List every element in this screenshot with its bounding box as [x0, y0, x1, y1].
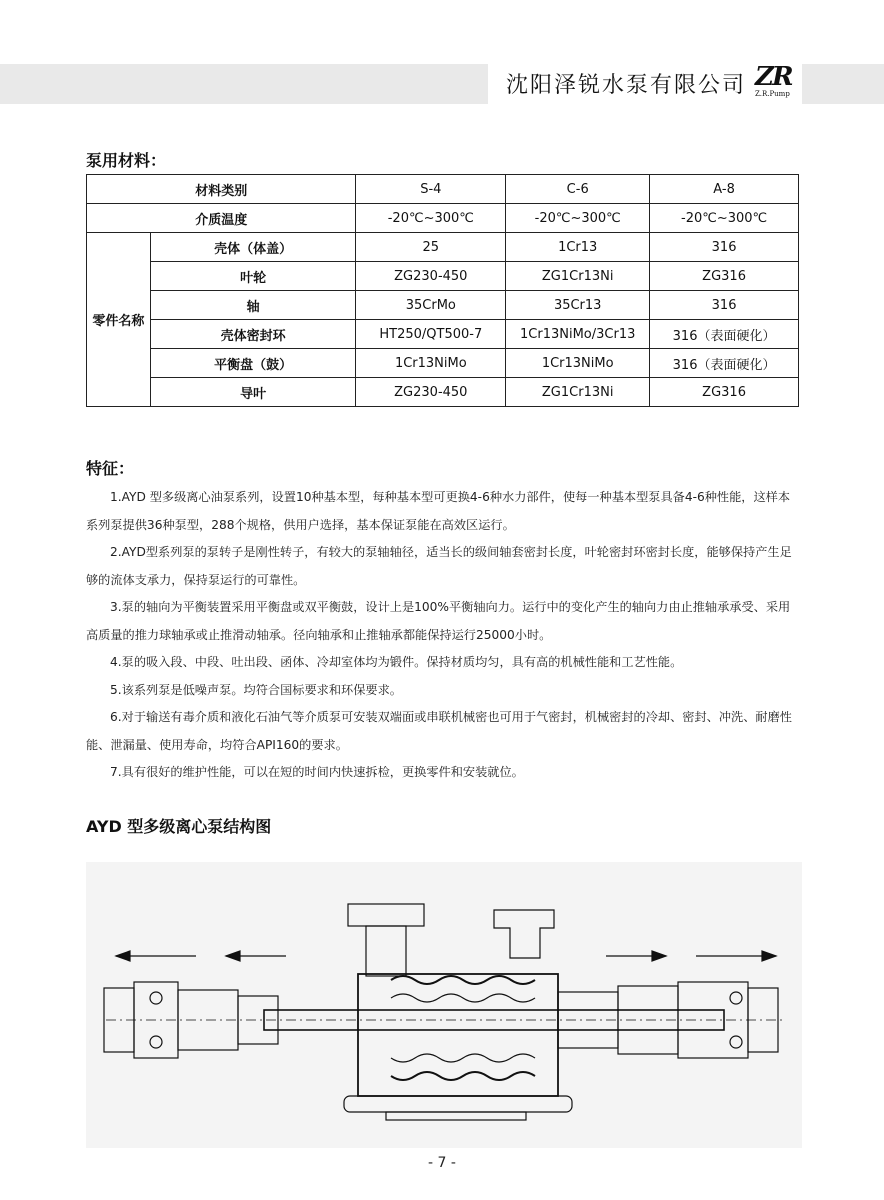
table-cell: A-8 [650, 175, 799, 204]
table-cell: 316 [650, 233, 799, 262]
table-cell: ZG1Cr13Ni [506, 262, 650, 291]
table-cell: 35Cr13 [506, 291, 650, 320]
table-row [87, 262, 799, 291]
feature-item: 6.对于输送有毒介质和液化石油气等介质泵可安装双端面或串联机械密也可用于气密封，机械密封的冷却、密封、冲洗、耐磨性能、泄漏量、使用寿命，均符合API160的要求。 [86, 710, 792, 752]
table-cell: 316 [650, 291, 799, 320]
table-cell: 叶轮 [150, 262, 356, 291]
diagram-title: AYD 型多级离心泵结构图 [86, 817, 272, 836]
materials-table [86, 174, 799, 407]
table-cell: -20℃~300℃ [356, 204, 506, 233]
table-cell: 壳体（体盖） [150, 233, 356, 262]
table-cell: 1Cr13NiMo [506, 349, 650, 378]
table-cell: 介质温度 [87, 204, 356, 233]
feature-item: 1.AYD 型多级离心油泵系列，设置10种基本型，每种基本型可更换4-6种水力部件，使每一种基本型泵具备4-6种性能，这样本系列泵提供36种泵型，288个规格，供用户选择，基本保证泵能在高效区运行。 [86, 490, 791, 532]
feature-item: 7.具有很好的维护性能，可以在短的时间内快速拆检，更换零件和安装就位。 [110, 765, 524, 779]
table-cell: ZG230-450 [356, 378, 506, 407]
table-group-label: 零件名称 [87, 233, 151, 407]
company-logo [755, 64, 799, 104]
table-cell: -20℃~300℃ [650, 204, 799, 233]
features-title: 特征： [86, 459, 135, 478]
pump-structure-diagram [86, 862, 802, 1148]
table-cell: 材料类别 [87, 175, 356, 204]
table-cell: 轴 [150, 291, 356, 320]
page-number: - 7 - [428, 1155, 456, 1171]
table-cell: 平衡盘（鼓） [150, 349, 356, 378]
table-cell: S-4 [356, 175, 506, 204]
table-cell: HT250/QT500-7 [356, 320, 506, 349]
table-cell: 1Cr13NiMo/3Cr13 [506, 320, 650, 349]
table-row [87, 349, 799, 378]
table-cell: 316（表面硬化） [650, 349, 799, 378]
feature-item: 2.AYD型系列泵的泵转子是刚性转子，有较大的泵轴轴径，适当长的级间轴套密封长度，叶轮密封环密封长度，能够保持产生足够的流体支承力，保持泵运行的可靠性。 [86, 545, 792, 587]
table-cell: -20℃~300℃ [506, 204, 650, 233]
table-cell: ZG316 [650, 378, 799, 407]
materials-title: 泵用材料： [86, 151, 167, 170]
table-cell: ZG316 [650, 262, 799, 291]
table-row [87, 175, 799, 204]
table-cell: C-6 [506, 175, 650, 204]
table-cell: 1Cr13 [506, 233, 650, 262]
table-cell: 316（表面硬化） [650, 320, 799, 349]
logo-mark: ZR [755, 62, 792, 92]
table-cell: 25 [356, 233, 506, 262]
table-cell: 导叶 [150, 378, 356, 407]
table-cell: 1Cr13NiMo [356, 349, 506, 378]
pump-cross-section-drawing [86, 862, 802, 1148]
table-row [87, 378, 799, 407]
table-row [87, 204, 799, 233]
table-cell: 35CrMo [356, 291, 506, 320]
table-row [87, 233, 799, 262]
features-list [86, 484, 801, 787]
feature-item: 5.该系列泵是低噪声泵。均符合国标要求和环保要求。 [110, 682, 402, 697]
table-cell: ZG230-450 [356, 262, 506, 291]
table-row [87, 320, 799, 349]
feature-item: 3.泵的轴向为平衡装置采用平衡盘或双平衡鼓，设计上是100%平衡轴向力。运行中的变化产生的轴向力由止推轴承承受、采用高质量的推力球轴承或止推滑动轴承。径向轴承和止推轴承都能保持运行25000小时。 [86, 600, 791, 642]
table-cell: 壳体密封环 [150, 320, 356, 349]
table-row [87, 291, 799, 320]
table-cell: ZG1Cr13Ni [506, 378, 650, 407]
feature-item: 4.泵的吸入段、中段、吐出段、函体、冷却室体均为锻件。保持材质均匀，具有高的机械性能和工艺性能。 [110, 655, 683, 669]
company-name: 沈阳泽锐水泵有限公司 [506, 73, 747, 98]
logo-subtext: Z.R.Pump [755, 90, 790, 98]
